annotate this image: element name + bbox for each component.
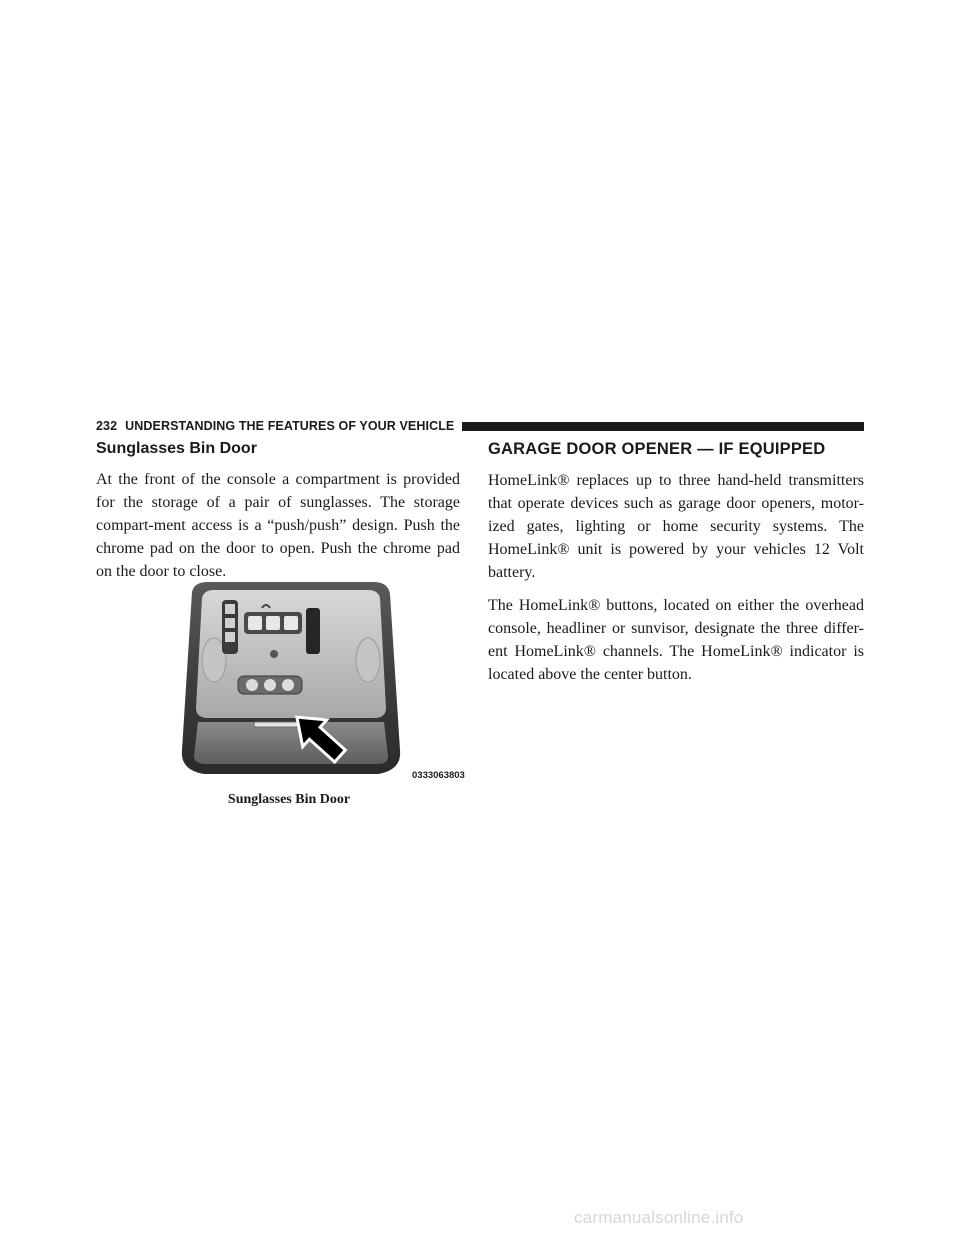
sunglasses-bin-door: [194, 722, 388, 764]
section-title: UNDERSTANDING THE FEATURES OF YOUR VEHICLE: [125, 419, 455, 433]
header-rule: [462, 422, 864, 431]
figure-image-id: 0333063803: [412, 770, 465, 781]
page-number: 232: [96, 419, 118, 433]
watermark: carmanualsonline.info: [574, 1208, 744, 1227]
right-column: [488, 440, 864, 696]
sunglasses-bin-paragraph: At the front of the console a compartment is provided for the storage of a pair of sunglasses. The storage compart-ment access is a “push/push” design. Push the chrome pad on the door to open. Push the chrome pad on the door to close.: [96, 471, 460, 580]
sunglasses-bin-heading: Sunglasses Bin Door: [96, 440, 257, 457]
garage-door-opener-heading: GARAGE DOOR OPENER — IF EQUIPPED: [488, 440, 826, 458]
left-column: [96, 440, 460, 593]
homelink-paragraph-2: The HomeLink® buttons, located on either the overhead console, headliner or sunvisor, designate the three differ-ent HomeLink® channels. The HomeLink® indicator is located above the center button.: [488, 597, 864, 683]
overhead-console-figure: [178, 580, 474, 798]
microphone: [270, 650, 278, 658]
map-light-switch: [306, 608, 320, 654]
running-header: [96, 418, 864, 434]
overhead-console-illustration: [178, 580, 474, 798]
homelink-paragraph-1: HomeLink® replaces up to three hand-held transmitters that operate devices such as garage door openers, motor-ized gates, lighting or home security systems. The HomeLink® unit is powered by your vehicles 12 Volt battery.: [488, 472, 864, 581]
figure-caption: Sunglasses Bin Door: [227, 792, 351, 807]
